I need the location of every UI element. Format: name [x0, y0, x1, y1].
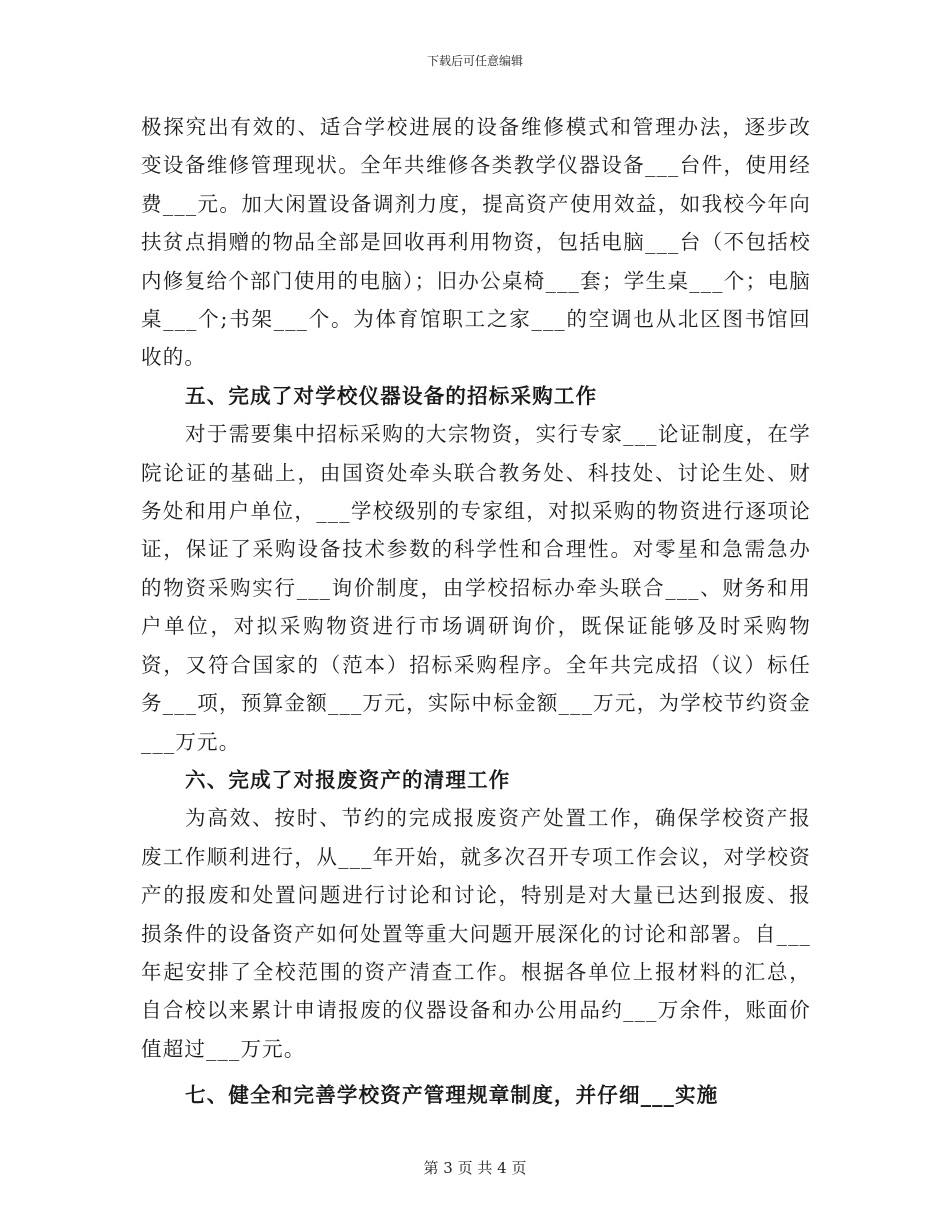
intro-paragraph: 极探究出有效的、适合学校进展的设备维修模式和管理办法，逐步改变设备维修管理现状。全年共维修各类教学仪器设备___台件，使用经费___元。加大闲置设备调剂力度，提高资产使用效益，如我校今年向扶贫点捐赠的物品全部是回收再利用物资，包括电脑___台（不包括校内修复给个部门使用的电脑）；旧办公桌椅___套；学生桌___个；电脑桌___个;书架___个。为体育馆职工之家___的空调也从北区图书馆回收的。 — [141, 115, 811, 370]
section-7-heading: 七、健全和完善学校资产管理规章制度，并仔细___实施 — [185, 1083, 719, 1108]
document-body — [141, 108, 811, 1115]
section-5-heading: 五、完成了对学校仪器设备的招标采购工作 — [185, 383, 598, 408]
page-number: 第 3 页 共 4 页 — [423, 1159, 527, 1177]
section-6-heading: 六、完成了对报废资产的清理工作 — [185, 767, 511, 792]
section-6-paragraph: 为高效、按时、节约的完成报废资产处置工作，确保学校资产报废工作顺利进行，从___年开始，就多次召开专项工作会议，对学校资产的报废和处置问题进行讨论和讨论，特别是对大量已达到报废、报损条件的设备资产如何处置等重大问题开展深化的讨论和部署。自___年起安排了全校范围的资产清查工作。根据各单位上报材料的汇总，自合校以来累计申请报废的仪器设备和办公用品约___万余件，账面价值超过___万元。 — [141, 806, 811, 1061]
section-5-paragraph: 对于需要集中招标采购的大宗物资，实行专家___论证制度，在学院论证的基础上，由国资处牵头联合教务处、科技处、讨论生处、财务处和用户单位，___学校级别的专家组，对拟采购的物资进行逐项论证，保证了采购设备技术参数的科学性和合理性。对零星和急需急办的物资采购实行___询价制度，由学校招标办牵头联合___、财务和用户单位，对拟采购物资进行市场调研询价，既保证能够及时采购物资，又符合国家的（范本）招标采购程序。全年共完成招（议）标任务___项，预算金额___万元，实际中标金额___万元，为学校节约资金___万元。 — [141, 422, 811, 754]
page-header: 下载后可任意编辑 — [426, 54, 523, 68]
